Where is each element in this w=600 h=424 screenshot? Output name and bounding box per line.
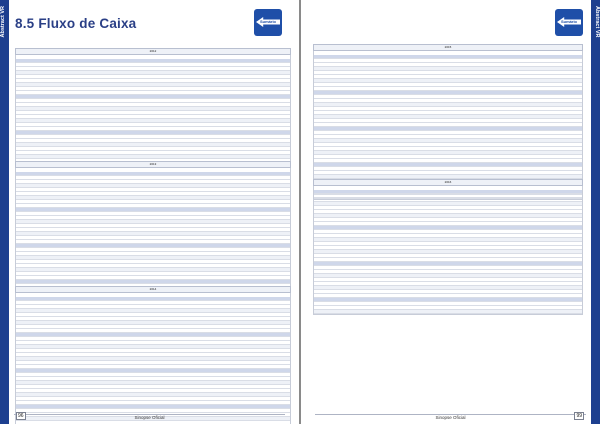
table-year-header: 2012: [15, 48, 291, 55]
left-page: [0, 0, 299, 424]
sumario-label: Sumário: [561, 19, 578, 24]
cashflow-table-2016: [313, 179, 583, 315]
table-year-header: 2013: [15, 161, 291, 168]
sumario-button[interactable]: [254, 9, 282, 36]
page-number: 99: [576, 413, 582, 419]
side-tab-label: Abstract VR: [594, 6, 600, 38]
sumario-button[interactable]: [555, 9, 583, 36]
right-page: [301, 0, 600, 424]
page-number: 96: [18, 413, 24, 419]
side-tab: [0, 0, 9, 424]
table-body: [313, 190, 583, 315]
table-body: [15, 59, 291, 168]
table-year-header: 2015: [313, 44, 583, 51]
cashflow-table-2015: [313, 44, 583, 200]
publisher-label: Sinopse Oficial: [134, 415, 165, 420]
table-year-header: 2014: [15, 286, 291, 293]
table-year-header: 2016: [313, 179, 583, 186]
side-tab: [591, 0, 600, 424]
table-body: [15, 172, 291, 293]
table-body: [15, 297, 291, 424]
table-row: [314, 310, 582, 314]
sumario-label: Sumário: [260, 19, 277, 24]
publisher-label: Sinopse Oficial: [435, 415, 466, 420]
cashflow-table-2014: [15, 286, 291, 424]
side-tab-label: Abstract VR: [0, 6, 6, 38]
cashflow-table-2013: [15, 161, 291, 293]
section-title: 8.5 Fluxo de Caixa: [15, 16, 137, 31]
cashflow-table-2012: [15, 48, 291, 168]
